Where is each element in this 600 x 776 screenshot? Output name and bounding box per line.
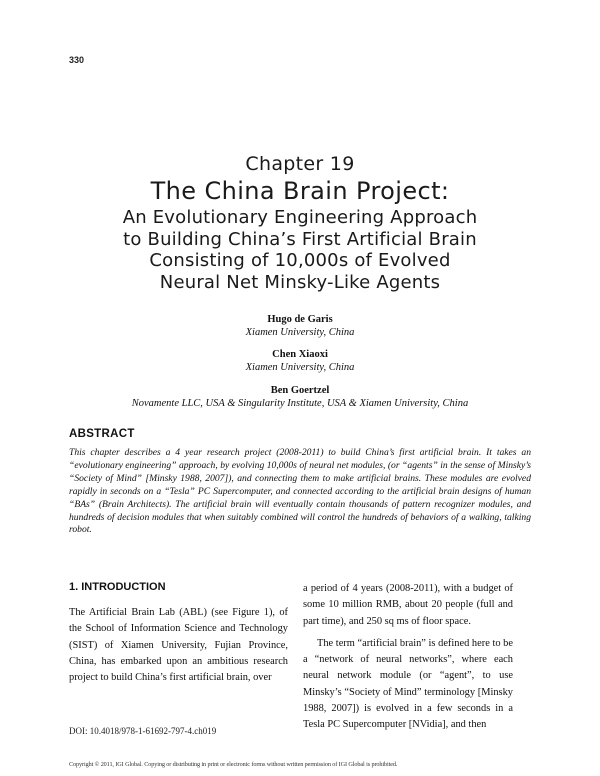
chapter-subtitle: [40, 207, 560, 293]
subtitle-line: An Evolutionary Engineering Approach: [122, 207, 478, 228]
subtitle-line: to Building China’s First Artificial Brain: [123, 228, 477, 250]
author-block: [40, 384, 560, 410]
abstract-text: This chapter describes a 4 year research project (2008-2011) to build China’s first artificial brain. It takes an “evolutionary engineering” approach, by evolving 10,000s of neural net modules, (or “agents” in the sense of Minsky’s “Society of Mind” [Minsky 1988, 2007]), and connecting them to make artificial brains. These modules are evolved rapidly in seconds on a “Tesla” PC Supercomputer, and connected according to the artificial brain designs of human “BAs” (Brain Architects). The artificial brain will eventually contain thousands of pattern recognizer modules, and hundreds of decision modules that when suitably combined will control the hundreds of behaviors of a walking, talking robot.: [69, 447, 531, 536]
subtitle-line: Consisting of 10,000s of Evolved: [149, 250, 451, 271]
author-affiliation: Novamente LLC, USA & Singularity Institute, USA & Xiamen University, China: [131, 398, 469, 409]
abstract-heading: ABSTRACT: [69, 428, 135, 440]
author-affiliation: Xiamen University, China: [245, 362, 355, 373]
subtitle-line: Neural Net Minsky-Like Agents: [159, 271, 441, 293]
author-block: [40, 313, 560, 339]
intro-paragraph: a period of 4 years (2008-2011), with a budget of some 10 million RMB, about 20 people (full and part time), and 250 sq ms of floor space.: [303, 583, 513, 627]
page-number: 330: [69, 55, 85, 65]
author-name: Ben Goertzel: [270, 385, 330, 396]
section-heading-introduction: 1. INTRODUCTION: [69, 581, 166, 593]
intro-paragraph: The term “artificial brain” is defined here to be a “network of neural networks”, where each neural network module (or “agent”, to use Minsky’s “Society of Mind” terminology [Minsky 1988, 2007]) is evolved in a few seconds in a Tesla PC Supercomputer [NVidia], and then: [303, 637, 513, 731]
author-block: [40, 348, 560, 374]
author-affiliation: Xiamen University, China: [245, 327, 355, 338]
copyright-notice: Copyright © 2011, IGI Global. Copying or distributing in print or electronic forms without written permission of IGI Global is prohibited.: [69, 761, 398, 768]
doi: DOI: 10.4018/978-1-61692-797-4.ch019: [69, 726, 217, 736]
chapter-label: Chapter 19: [245, 153, 355, 175]
chapter-title: The China Brain Project:: [150, 177, 450, 205]
intro-right-column: [303, 581, 513, 734]
author-name: Chen Xiaoxi: [272, 349, 328, 360]
author-name: Hugo de Garis: [267, 314, 333, 325]
intro-left-column: The Artificial Brain Lab (ABL) (see Figure 1), of the School of Information Science and Technology (SIST) of Xiamen University, Fujian Province, China, has embarked upon an ambitious research project to build China’s first artificial brain, over: [69, 607, 288, 684]
